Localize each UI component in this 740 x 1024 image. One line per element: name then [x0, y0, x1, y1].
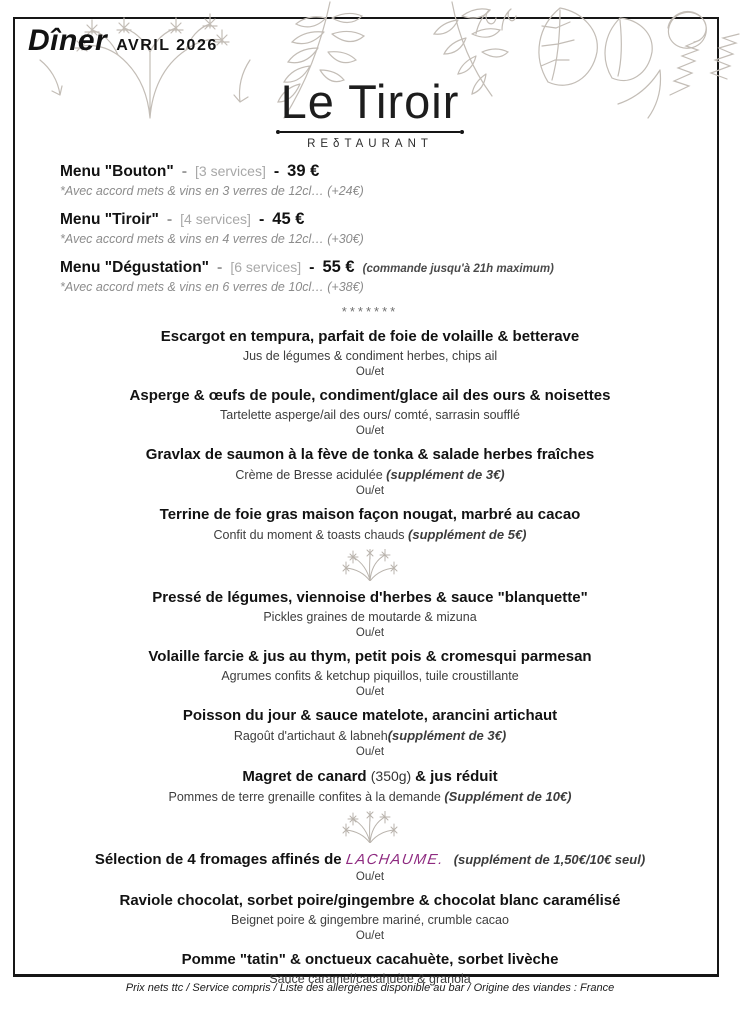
or-and-label: Ou/et — [355, 485, 385, 497]
ordering-deadline-note: (commande jusqu'à 21h maximum) — [362, 263, 554, 275]
dish-subtitle — [40, 913, 700, 928]
dash: - — [258, 211, 265, 228]
dish-weight-note: (350g) — [370, 768, 416, 784]
dish-title — [40, 506, 700, 524]
or-and-label: Ou/et — [355, 686, 385, 698]
menu-degustation-line — [60, 258, 690, 277]
dish-title — [40, 851, 700, 869]
legal-footer: Prix nets ttc / Service compris / Liste des allergènes disponible au bar / Origine des viandes : France — [125, 982, 615, 994]
restaurant-logo — [0, 76, 740, 150]
dish-subtitle — [40, 610, 700, 625]
dish-title — [40, 387, 700, 405]
dish-title — [40, 707, 700, 725]
dash: - — [181, 163, 188, 180]
dish-title-text: Poisson du jour & sauce matelote, arancini artichaut — [182, 707, 558, 724]
dish-title-text: Gravlax de saumon à la fève de tonka & salade herbes fraîches — [145, 446, 595, 463]
menu-price: 55 € — [322, 258, 355, 276]
or-and-label: Ou/et — [355, 627, 385, 639]
wine-pairing-note: *Avec accord mets & vins en 4 verres de 12cl… (+30€) — [60, 232, 364, 246]
menu-bouton-line — [60, 162, 690, 181]
menu-tiroir-line — [60, 210, 690, 229]
wildflower-sprig-icon — [334, 811, 406, 843]
dish-title-text: Pomme "tatin" & onctueux cacahuète, sorbet livèche — [181, 951, 559, 968]
restaurant-name: Le Tiroir — [280, 75, 460, 128]
service-label: Dîner — [28, 24, 108, 57]
or-and-label: Ou/et — [355, 746, 385, 758]
menu-price-list — [60, 162, 690, 306]
dish-title — [40, 446, 700, 464]
dish-subtitle — [40, 728, 700, 744]
dish-subtitle-text: Pommes de terre grenaille confites à la demande — [168, 790, 445, 804]
dish-title — [40, 328, 700, 346]
dish-subtitle — [40, 467, 700, 483]
menu-price: 39 € — [287, 162, 320, 180]
restaurant-subtitle: REδTAURANT — [307, 137, 433, 150]
supplement-price: (supplément de 3€) — [386, 467, 505, 482]
logo-divider-dot-right — [460, 130, 464, 134]
dish-title — [40, 648, 700, 666]
dish-subtitle-text: Tartelette asperge/ail des ours/ comté, sarrasin soufflé — [220, 408, 520, 422]
dish-title-text: & jus réduit — [415, 768, 498, 785]
wine-pairing-note: *Avec accord mets & vins en 6 verres de 10cl… (+38€) — [60, 280, 364, 294]
menu-services: [3 services] — [195, 163, 266, 179]
cheese-brand-lachaume: LACHAUME. — [344, 852, 445, 868]
dish-subtitle-text: Jus de légumes & condiment herbes, chips ail — [242, 349, 498, 363]
menu-name: Menu "Tiroir" — [60, 211, 159, 228]
menu-name: Menu "Bouton" — [60, 163, 174, 180]
dish-subtitle-text: Beignet poire & gingembre mariné, crumble cacao — [231, 913, 509, 927]
dish-title-text: Magret de canard — [242, 768, 371, 785]
wildflower-sprig-icon — [334, 549, 406, 581]
dash: - — [217, 259, 223, 276]
dash: - — [166, 211, 173, 228]
dish-subtitle-text: Ragoût d'artichaut & labneh — [233, 729, 388, 743]
supplement-price: (supplément de 3€) — [387, 728, 507, 743]
logo-divider-rule — [280, 131, 460, 133]
menu-name: Menu "Dégustation" — [60, 259, 210, 276]
page-title — [28, 24, 218, 58]
dish-subtitle — [40, 669, 700, 684]
dish-title-text: Volaille farcie & jus au thym, petit pois & cromesqui parmesan — [148, 648, 592, 665]
dash: - — [309, 259, 315, 276]
menu-price: 45 € — [272, 210, 305, 228]
dash: - — [273, 163, 280, 180]
dish-title — [40, 951, 700, 969]
dish-subtitle — [40, 789, 700, 805]
or-and-label: Ou/et — [355, 871, 385, 883]
dish-subtitle — [40, 349, 700, 364]
dish-title — [40, 589, 700, 607]
dish-title-text: Terrine de foie gras maison façon nougat, marbré au cacao — [159, 506, 581, 523]
asterisk-separator: ******* — [341, 304, 399, 319]
wine-pairing-note: *Avec accord mets & vins en 3 verres de 12cl… (+24€) — [60, 184, 364, 198]
dish-subtitle-text: Sauce caramel/cacahuète & granola — [269, 972, 471, 986]
period-label: AVRIL 2026 — [116, 37, 218, 54]
menu-services: [4 services] — [180, 211, 251, 227]
dish-subtitle — [40, 527, 700, 543]
or-and-label: Ou/et — [355, 930, 385, 942]
dish-subtitle-text: Confit du moment & toasts chauds — [213, 528, 409, 542]
dish-subtitle — [40, 408, 700, 423]
dish-title-text: Sélection de 4 fromages affinés de — [94, 851, 342, 868]
dish-subtitle-text: Agrumes confits & ketchup piquillos, tuile croustillante — [221, 669, 519, 683]
supplement-price: (supplément de 1,50€/10€ seul) — [453, 852, 646, 867]
dish-subtitle-text: Crème de Bresse acidulée — [235, 468, 387, 482]
menu-services: [6 services] — [230, 259, 302, 275]
dish-subtitle-text: Pickles graines de moutarde & mizuna — [263, 610, 477, 624]
supplement-price: (supplément de 5€) — [408, 527, 527, 542]
dish-title-text: Pressé de légumes, viennoise d'herbes & sauce "blanquette" — [152, 589, 588, 606]
or-and-label: Ou/et — [355, 425, 385, 437]
dish-title-text: Raviole chocolat, sorbet poire/gingembre & chocolat blanc caramélisé — [119, 892, 621, 909]
dish-title — [40, 892, 700, 910]
dish-title-text: Escargot en tempura, parfait de foie de volaille & betterave — [160, 328, 580, 345]
supplement-price: (Supplément de 10€) — [444, 789, 572, 804]
course-list — [40, 304, 700, 987]
dish-title — [40, 767, 700, 786]
or-and-label: Ou/et — [355, 366, 385, 378]
logo-divider — [276, 130, 464, 134]
dish-title-text: Asperge & œufs de poule, condiment/glace ail des ours & noisettes — [129, 387, 611, 404]
